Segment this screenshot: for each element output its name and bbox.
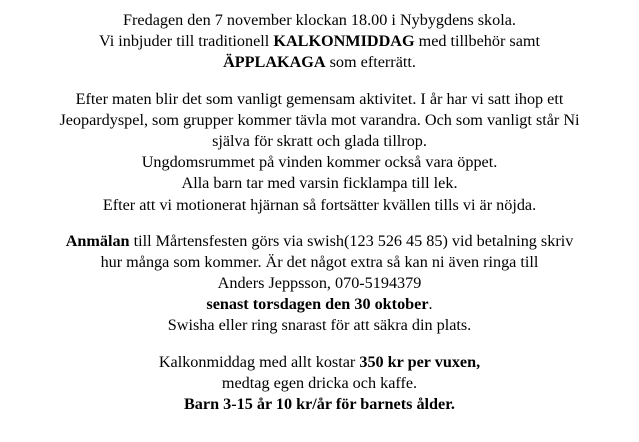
registration-line-2: hur många som kommer. Är det något extra så kan ni även ringa till — [100, 252, 539, 271]
activity-line-6: Efter att vi motionerat hjärnan så fortsätter kvällen tills vi är nöjda. — [102, 195, 537, 214]
contact-line: Anders Jeppsson, 070-5194379 — [217, 274, 422, 293]
deadline-line: senast torsdagen den 30 oktober. — [206, 295, 433, 314]
activity-line-3: själva för skratt och glada tillrop. — [212, 131, 427, 150]
paragraph-gap — [0, 216, 639, 231]
event-intro-paragraph — [0, 10, 639, 74]
registration-line-5: Swisha eller ring snarast för att säkra din plats. — [167, 316, 472, 335]
price-paragraph — [0, 352, 639, 416]
paragraph-gap — [0, 74, 639, 89]
activity-line-4: Ungdomsrummet på vinden kommer också vara öppet. — [141, 153, 498, 172]
child-price-bold: Barn 3-15 år 10 kr/år för barnets ålder. — [184, 395, 455, 413]
activity-line-2: Jeopardyspel, som grupper kommer tävla mot varandra. Och som vanligt står Ni — [59, 110, 580, 129]
dinner-name-bold: KALKONMIDDAG — [273, 32, 415, 51]
event-date-line: Fredagen den 7 november klockan 18.00 i Nybygdens skola. — [123, 11, 516, 29]
adult-price-line: Kalkonmiddag med allt kostar 350 kr per vuxen, — [158, 352, 481, 371]
deadline-bold: senast torsdagen den 30 oktober — [206, 295, 429, 314]
dinner-invite-line: Vi inbjuder till traditionell KALKONMIDDAG med tillbehör samt — [98, 32, 540, 51]
drinks-line: medtag egen dricka och kaffe. — [221, 373, 418, 392]
activity-line-5: Alla barn tar med varsin ficklampa till lek. — [181, 174, 458, 193]
registration-label-bold: Anmälan — [65, 231, 130, 250]
adult-price-bold: 350 kr per vuxen, — [359, 352, 481, 371]
dessert-line: ÄPPLAKAGA som efterrätt. — [223, 53, 416, 72]
activity-line-1: Efter maten blir det som vanligt gemensam aktivitet. I år har vi satt ihop ett — [75, 89, 564, 108]
child-price-line — [0, 394, 639, 415]
registration-paragraph — [0, 231, 639, 337]
registration-line-1: Anmälan till Mårtensfesten görs via swish(123 526 45 85) vid betalning skriv — [65, 231, 574, 250]
paragraph-gap — [0, 337, 639, 352]
activity-paragraph — [0, 89, 639, 216]
dessert-name-bold: ÄPPLAKAGA — [223, 53, 326, 72]
